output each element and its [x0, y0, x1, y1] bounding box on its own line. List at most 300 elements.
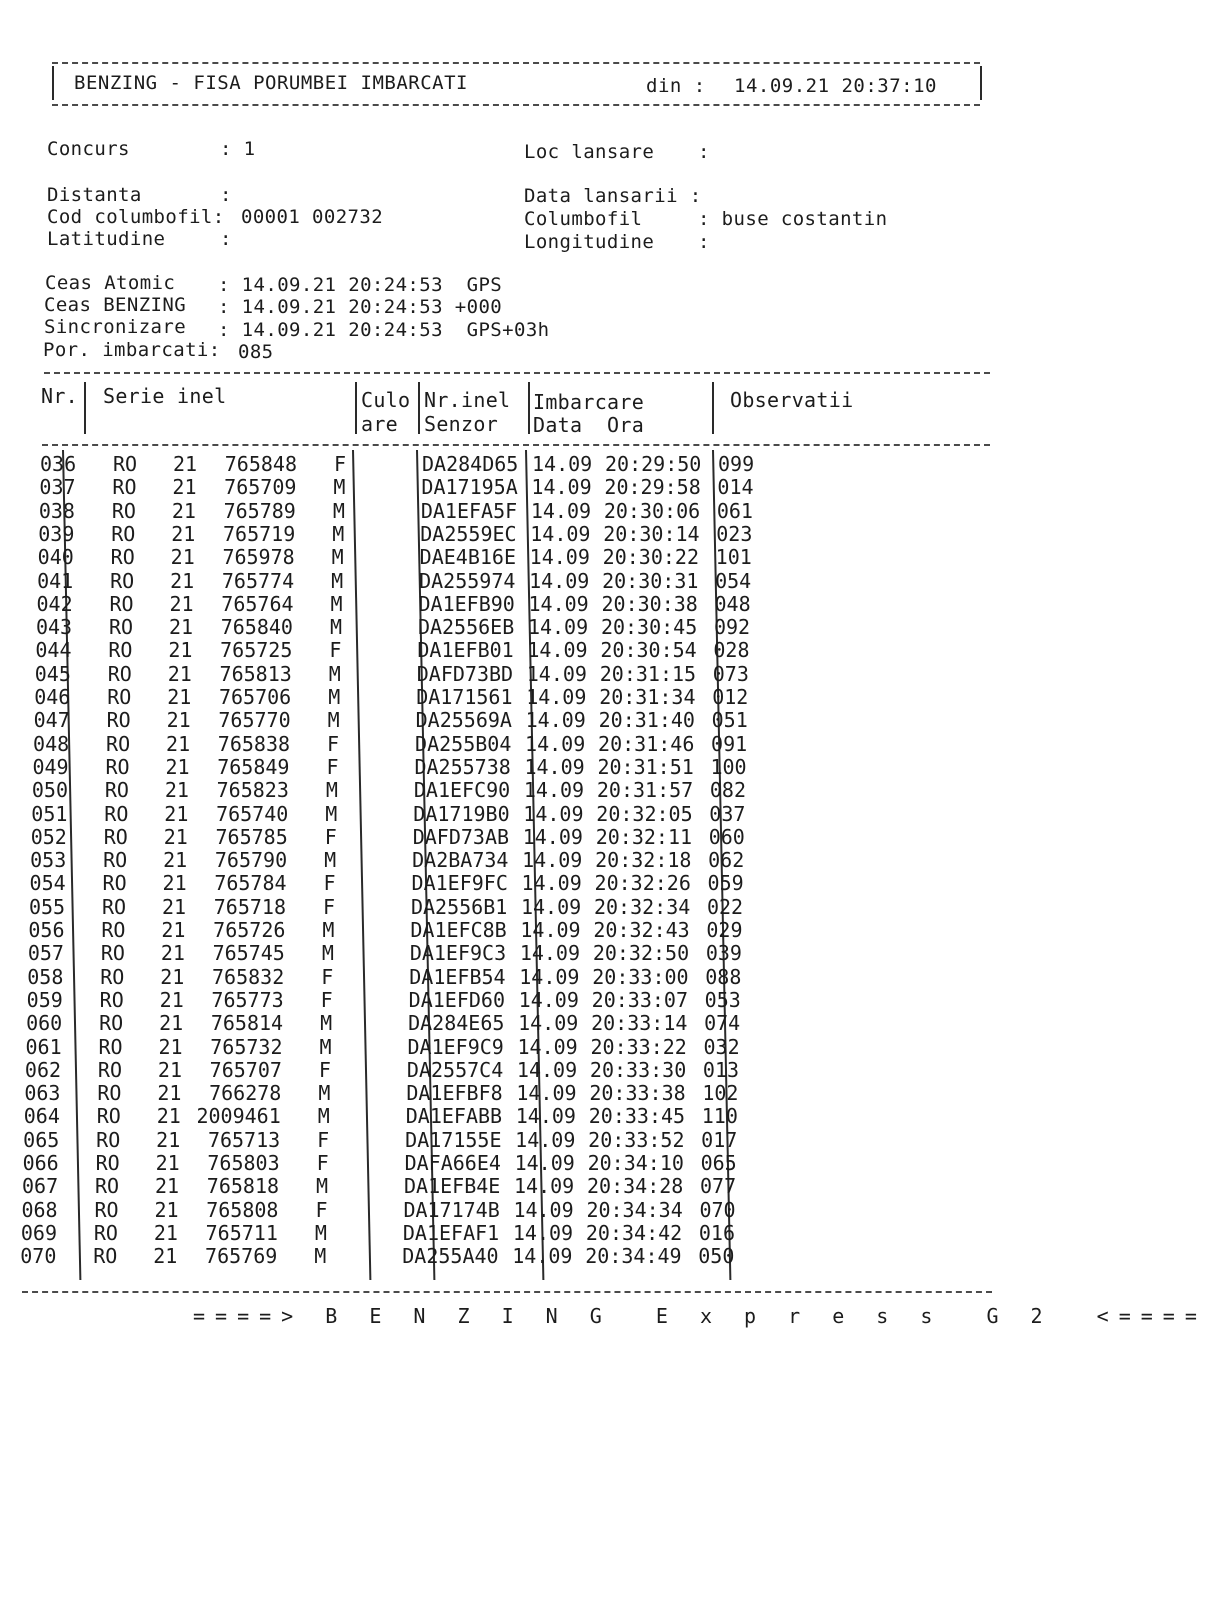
cell-sex: M: [314, 1244, 327, 1269]
table-row: [0, 850, 1024, 873]
cell-observatii: 101: [715, 545, 752, 570]
cell-an: 21: [154, 1197, 179, 1222]
cell-sex: M: [327, 708, 340, 733]
data-lansarii-label: Data lansarii :: [524, 185, 702, 207]
cell-an: 21: [166, 708, 191, 733]
cell-tara: RO: [99, 1011, 124, 1036]
cell-an: 21: [156, 1127, 181, 1152]
cell-tara: RO: [105, 754, 130, 779]
cell-tara: RO: [104, 801, 129, 826]
cell-observatii: 074: [704, 1011, 741, 1036]
cell-tara: RO: [113, 452, 138, 476]
cell-an: 21: [161, 894, 187, 919]
cell-tara: RO: [101, 918, 126, 942]
cell-an: 21: [170, 568, 195, 593]
cell-tara: RO: [98, 1034, 123, 1059]
cell-nr: 048: [33, 731, 70, 756]
concurs-value: : 1: [220, 138, 256, 160]
cell-observatii: 051: [711, 708, 748, 733]
cell-tara: RO: [100, 941, 125, 966]
table-row: [0, 1013, 1024, 1036]
table-row: [0, 1034, 1024, 1060]
cell-senzor: DA1EFC8B: [410, 918, 507, 942]
cell-ora: 20:31:57: [596, 778, 694, 803]
cell-observatii: 100: [710, 754, 747, 779]
cell-sex: F: [317, 1127, 330, 1152]
table-row: [0, 1220, 1024, 1246]
cell-an: 21: [166, 731, 191, 756]
cell-data: 14.09: [512, 1220, 574, 1245]
cell-data: 14.09: [525, 708, 586, 733]
cell-nr: 041: [37, 568, 74, 593]
column-divider-culoare: [418, 382, 420, 434]
cell-senzor: DA1EFB4E: [404, 1174, 501, 1199]
cell-inel: 765709: [224, 475, 297, 500]
cell-observatii: 102: [702, 1081, 739, 1106]
cell-an: 21: [153, 1244, 178, 1269]
cell-observatii: 110: [701, 1104, 738, 1129]
cell-sex: F: [315, 1197, 328, 1222]
cell-observatii: 088: [705, 964, 742, 989]
cell-an: 21: [155, 1174, 180, 1199]
cell-an: 21: [169, 591, 194, 616]
cell-sex: F: [327, 731, 340, 756]
cell-an: 21: [173, 452, 198, 476]
table-row: [0, 547, 1024, 570]
cell-an: 21: [157, 1081, 182, 1106]
table-row: [0, 454, 1024, 477]
title-border-left: [52, 66, 54, 100]
cell-tara: RO: [95, 1151, 120, 1175]
cell-an: 21: [171, 521, 196, 546]
cell-ora: 20:33:07: [591, 987, 688, 1012]
cell-nr: 053: [30, 848, 67, 873]
table-row: [0, 521, 1024, 547]
cell-an: 21: [165, 754, 190, 779]
cell-an: 21: [163, 848, 188, 873]
cell-tara: RO: [100, 964, 125, 989]
cell-data: 14.09: [530, 521, 591, 546]
cell-tara: RO: [95, 1174, 120, 1199]
cell-senzor: DA1EFA5F: [420, 498, 518, 523]
cell-observatii: 014: [717, 475, 754, 500]
table-row: [0, 943, 1024, 966]
cell-sex: M: [330, 591, 343, 616]
cell-nr: 046: [34, 685, 71, 709]
cell-data: 14.09: [516, 1057, 578, 1082]
cell-data: 14.09: [525, 731, 586, 756]
cell-nr: 055: [28, 894, 66, 919]
cell-observatii: 050: [698, 1244, 735, 1269]
cell-observatii: 062: [708, 848, 745, 873]
cell-ora: 20:29:58: [604, 475, 701, 500]
cell-tara: RO: [111, 498, 136, 523]
cell-nr: 056: [28, 918, 65, 942]
cell-observatii: 032: [703, 1034, 740, 1059]
cell-observatii: 092: [713, 615, 751, 640]
cell-an: 21: [161, 918, 186, 942]
table-row: [0, 824, 1024, 850]
cell-sex: F: [321, 964, 334, 989]
cell-an: 21: [171, 498, 196, 523]
ceas-benzing-label: Ceas BENZING: [44, 294, 187, 316]
cell-nr: 063: [24, 1081, 61, 1106]
cell-ora: 20:30:45: [600, 615, 698, 640]
cell-ora: 20:32:34: [593, 894, 691, 919]
table-row: [0, 1197, 1024, 1223]
cell-an: 21: [172, 475, 197, 500]
columbofil-label: Columbofil: [524, 208, 643, 230]
cell-an: 21: [160, 941, 185, 966]
cell-an: 21: [155, 1151, 180, 1175]
cell-an: 21: [159, 987, 184, 1012]
cell-nr: 068: [21, 1197, 58, 1222]
cell-sex: M: [325, 778, 338, 803]
cell-sex: F: [316, 1151, 329, 1175]
cell-senzor: DA17195A: [421, 475, 518, 500]
table-row: [0, 873, 1024, 896]
column-divider-imbarcare: [712, 382, 714, 434]
cell-nr: 050: [31, 778, 68, 803]
cell-inel: 765814: [210, 1011, 284, 1036]
cell-data: 14.09: [517, 1034, 578, 1059]
cell-inel: 765832: [212, 964, 285, 989]
column-divider-senzor: [528, 382, 530, 434]
cell-tara: RO: [99, 987, 124, 1012]
cell-inel: 765769: [205, 1244, 278, 1269]
cell-nr: 051: [31, 801, 68, 826]
cell-an: 21: [162, 871, 187, 896]
cell-observatii: 099: [718, 452, 755, 476]
cell-tara: RO: [107, 685, 132, 709]
cell-inel: 765849: [217, 754, 290, 779]
cell-nr: 047: [33, 708, 70, 733]
cell-inel: 765790: [214, 848, 288, 873]
cell-sex: M: [331, 545, 344, 570]
cell-observatii: 022: [706, 894, 744, 919]
cell-ora: 20:33:38: [589, 1081, 686, 1106]
cell-sex: F: [326, 754, 339, 779]
columbofil-value: : buse costantin: [698, 208, 888, 230]
cell-observatii: 028: [713, 638, 750, 663]
cell-data: 14.09: [514, 1151, 575, 1175]
cell-data: 14.09: [516, 1081, 577, 1106]
cell-inel: 765745: [212, 941, 285, 966]
cell-tara: RO: [96, 1104, 121, 1129]
cell-data: 14.09: [522, 848, 583, 873]
table-row: [0, 780, 1024, 803]
cell-inel: 765719: [223, 521, 296, 546]
document-title: BENZING - FISA PORUMBEI IMBARCATI: [74, 72, 468, 94]
cell-tara: RO: [111, 521, 136, 546]
cell-senzor: DAE4B16E: [419, 545, 516, 570]
cell-observatii: 016: [698, 1220, 735, 1245]
cell-nr: 062: [24, 1057, 62, 1082]
cell-sex: M: [321, 941, 334, 966]
cell-observatii: 060: [708, 824, 745, 849]
cell-observatii: 070: [699, 1197, 736, 1222]
cell-inel: 765770: [218, 708, 291, 733]
cell-senzor: DA2556B1: [410, 894, 508, 919]
cell-tara: RO: [106, 731, 131, 756]
cell-tara: RO: [110, 568, 135, 593]
cell-nr: 064: [23, 1104, 60, 1129]
cell-data: 14.09: [523, 778, 585, 803]
distanta-label: Distanta: [47, 184, 142, 206]
cell-tara: RO: [108, 638, 133, 663]
cell-inel: 765764: [221, 591, 294, 616]
cell-data: 14.09: [519, 941, 581, 966]
cell-sex: F: [324, 824, 337, 849]
title-border-bottom: [52, 104, 980, 106]
cell-nr: 066: [22, 1151, 59, 1175]
cell-tara: RO: [103, 824, 128, 849]
table-row: [0, 1083, 1024, 1106]
table-row: [0, 568, 1024, 594]
cell-nr: 036: [40, 452, 77, 476]
cell-an: 21: [160, 964, 185, 989]
cell-an: 21: [157, 1057, 182, 1082]
cell-nr: 069: [20, 1220, 57, 1245]
table-top-border: [44, 372, 990, 374]
ceas-benzing-value: : 14.09.21 20:24:53 +000: [218, 296, 503, 318]
cell-data: 14.09: [520, 918, 581, 942]
cell-senzor: DA2559EC: [420, 521, 517, 546]
cell-observatii: 037: [709, 801, 746, 826]
cell-data: 14.09: [523, 801, 584, 826]
cell-sex: M: [332, 498, 345, 523]
cell-senzor: DA1EF9FC: [411, 871, 508, 896]
concurs-label: Concurs: [47, 138, 130, 160]
cell-data: 14.09: [531, 475, 592, 500]
cell-data: 14.09: [529, 568, 590, 593]
cell-nr: 038: [38, 498, 75, 523]
cell-observatii: 053: [704, 987, 741, 1012]
cell-observatii: 073: [712, 661, 749, 686]
cell-senzor: DA1EF9C3: [409, 941, 507, 966]
cell-ora: 20:31:34: [599, 685, 696, 709]
cell-senzor: DA1EFB54: [409, 964, 506, 989]
cell-nr: 043: [35, 615, 73, 640]
cell-tara: RO: [102, 871, 127, 896]
cell-observatii: 082: [709, 778, 746, 803]
cell-ora: 20:30:54: [600, 638, 697, 663]
cell-inel: 765711: [205, 1220, 278, 1245]
cell-senzor: DA255738: [414, 754, 511, 779]
table-row: [0, 1127, 1024, 1153]
cell-data: 14.09: [524, 754, 585, 779]
longitudine-label: Longitudine: [524, 231, 655, 253]
cell-ora: 20:30:38: [601, 591, 698, 616]
cell-senzor: DA1EFABB: [405, 1104, 503, 1129]
header-culoare-1: Culo: [361, 388, 411, 412]
cell-inel: 765725: [220, 638, 293, 663]
latitudine-value: :: [220, 228, 232, 250]
cell-ora: 20:31:40: [598, 708, 695, 733]
cell-an: 21: [170, 545, 195, 570]
cell-senzor: DAFD73AB: [412, 824, 510, 849]
cell-sex: M: [331, 568, 344, 593]
cell-data: 14.09: [527, 638, 588, 663]
cell-nr: 040: [37, 545, 74, 570]
cell-inel: 765813: [219, 661, 292, 686]
cell-observatii: 048: [714, 591, 751, 616]
sincronizare-value: : 14.09.21 20:24:53 GPS+03h: [218, 319, 550, 341]
cell-an: 21: [153, 1220, 178, 1245]
cell-inel: 765818: [206, 1174, 280, 1199]
table-row: [0, 1246, 1024, 1269]
cell-ora: 20:32:11: [595, 824, 693, 849]
cell-an: 21: [167, 685, 192, 709]
cell-ora: 20:34:42: [585, 1220, 683, 1245]
cell-senzor: DA1EFB01: [417, 638, 514, 663]
cell-inel: 765773: [211, 987, 284, 1012]
cell-sex: F: [334, 452, 347, 476]
cell-sex: M: [328, 685, 341, 709]
cell-ora: 20:33:14: [591, 1011, 688, 1036]
title-border-top: [52, 62, 980, 64]
cell-observatii: 077: [700, 1174, 737, 1199]
cell-senzor: DA1EFD60: [408, 987, 505, 1012]
cell-senzor: DA1EFAF1: [402, 1220, 500, 1245]
cell-inel: 765740: [216, 801, 289, 826]
print-date-label: din :: [646, 75, 706, 97]
header-nr: Nr.: [41, 384, 79, 408]
cell-observatii: 012: [712, 685, 749, 709]
cell-sex: M: [324, 848, 337, 873]
cod-columbofil-label: Cod columbofil:: [47, 206, 225, 228]
cell-tara: RO: [107, 661, 132, 686]
cell-tara: RO: [112, 475, 137, 500]
cell-sex: F: [322, 894, 336, 919]
table-row: [0, 1176, 1024, 1199]
cell-senzor: DA1EFBF8: [406, 1081, 503, 1106]
header-senzor: Senzor: [424, 412, 499, 436]
cell-sex: M: [325, 801, 338, 826]
cell-data: 14.09: [530, 498, 592, 523]
cell-ora: 20:31:51: [597, 754, 694, 779]
cell-nr: 049: [32, 754, 69, 779]
cell-ora: 20:33:52: [588, 1127, 685, 1152]
cell-data: 14.09: [518, 987, 579, 1012]
cell-data: 14.09: [518, 1011, 579, 1036]
cell-ora: 20:30:31: [602, 568, 699, 593]
cell-ora: 20:34:28: [587, 1174, 684, 1199]
cell-ora: 20:30:06: [603, 498, 701, 523]
cell-senzor: DA284D65: [422, 452, 519, 476]
footer-brand: ====> B E N Z I N G E x p r e s s G 2 <====: [193, 1304, 1207, 1328]
cell-tara: RO: [103, 848, 128, 873]
cell-ora: 20:31:15: [599, 661, 697, 686]
cell-an: 21: [168, 638, 193, 663]
header-culoare-2: are: [361, 412, 399, 436]
table-row: [0, 710, 1024, 733]
cell-sex: M: [316, 1174, 329, 1199]
cell-inel: 766278: [209, 1081, 282, 1106]
cell-sex: M: [320, 1011, 333, 1036]
longitudine-value: :: [698, 231, 710, 253]
cell-sex: M: [329, 615, 342, 640]
table-row: [0, 1106, 1024, 1129]
distanta-value: :: [220, 184, 232, 206]
cell-data: 14.09: [515, 1127, 576, 1152]
cell-nr: 065: [23, 1127, 60, 1152]
cell-an: 21: [168, 615, 194, 640]
table-row: [0, 987, 1024, 1013]
cell-ora: 20:33:00: [592, 964, 689, 989]
cell-senzor: DA1719B0: [413, 801, 510, 826]
cell-inel: 765784: [214, 871, 287, 896]
cell-data: 14.09: [513, 1197, 574, 1222]
cell-data: 14.09: [526, 661, 587, 686]
cell-an: 21: [159, 1011, 184, 1036]
cod-columbofil-value: 00001 002732: [241, 206, 384, 228]
table-row: [0, 661, 1024, 687]
porumbei-imbarcati-value: 085: [238, 341, 274, 363]
table-row: [0, 617, 1024, 640]
cell-an: 21: [163, 824, 188, 849]
cell-tara: RO: [104, 778, 129, 803]
table-row: [0, 1153, 1024, 1176]
table-row: [0, 687, 1024, 710]
cell-inel: 765838: [217, 731, 291, 756]
table-bottom-border: [22, 1291, 992, 1293]
print-date-value: 14.09.21 20:37:10: [734, 75, 937, 97]
column-divider-sex: [355, 382, 357, 434]
cell-observatii: 023: [716, 521, 753, 546]
table-row: [0, 964, 1024, 990]
cell-senzor: DA255A40: [402, 1244, 499, 1269]
cell-nr: 067: [22, 1174, 59, 1199]
cell-nr: 057: [27, 941, 64, 966]
cell-an: 21: [164, 801, 189, 826]
cell-senzor: DA1EF9C9: [407, 1034, 504, 1059]
cell-tara: RO: [93, 1220, 118, 1245]
cell-observatii: 054: [715, 568, 752, 593]
cell-ora: 20:31:46: [598, 731, 695, 756]
header-observatii: Observatii: [730, 388, 854, 412]
table-row: [0, 477, 1024, 500]
cell-senzor: DA1EFC90: [413, 778, 511, 803]
cell-ora: 20:29:50: [605, 452, 702, 476]
cell-inel: 765732: [210, 1034, 283, 1059]
ceas-atomic-label: Ceas Atomic: [45, 272, 176, 294]
cell-inel: 765808: [206, 1197, 279, 1222]
porumbei-imbarcati-label: Por. imbarcati:: [43, 339, 221, 361]
header-data-ora: Data Ora: [533, 413, 645, 437]
cell-nr: 037: [39, 475, 76, 500]
table-row: [0, 731, 1024, 757]
header-imbarcare: Imbarcare: [533, 390, 645, 414]
cell-ora: 20:34:34: [586, 1197, 683, 1222]
cell-sex: M: [328, 661, 341, 686]
cell-data: 14.09: [515, 1104, 576, 1129]
cell-data: 14.09: [532, 452, 593, 476]
header-nr-inel: Nr.inel: [424, 388, 511, 412]
cell-data: 14.09: [527, 615, 589, 640]
cell-ora: 20:32:18: [595, 848, 692, 873]
cell-tara: RO: [93, 1244, 118, 1269]
ceas-atomic-value: : 14.09.21 20:24:53 GPS: [218, 274, 503, 296]
cell-sex: M: [332, 521, 345, 546]
cell-nr: 044: [35, 638, 72, 663]
cell-senzor: DA255974: [419, 568, 516, 593]
cell-nr: 039: [38, 521, 75, 546]
cell-inel: 765823: [216, 778, 289, 803]
cell-sex: F: [320, 987, 333, 1012]
table-row: [0, 1057, 1024, 1083]
cell-sex: F: [329, 638, 342, 663]
